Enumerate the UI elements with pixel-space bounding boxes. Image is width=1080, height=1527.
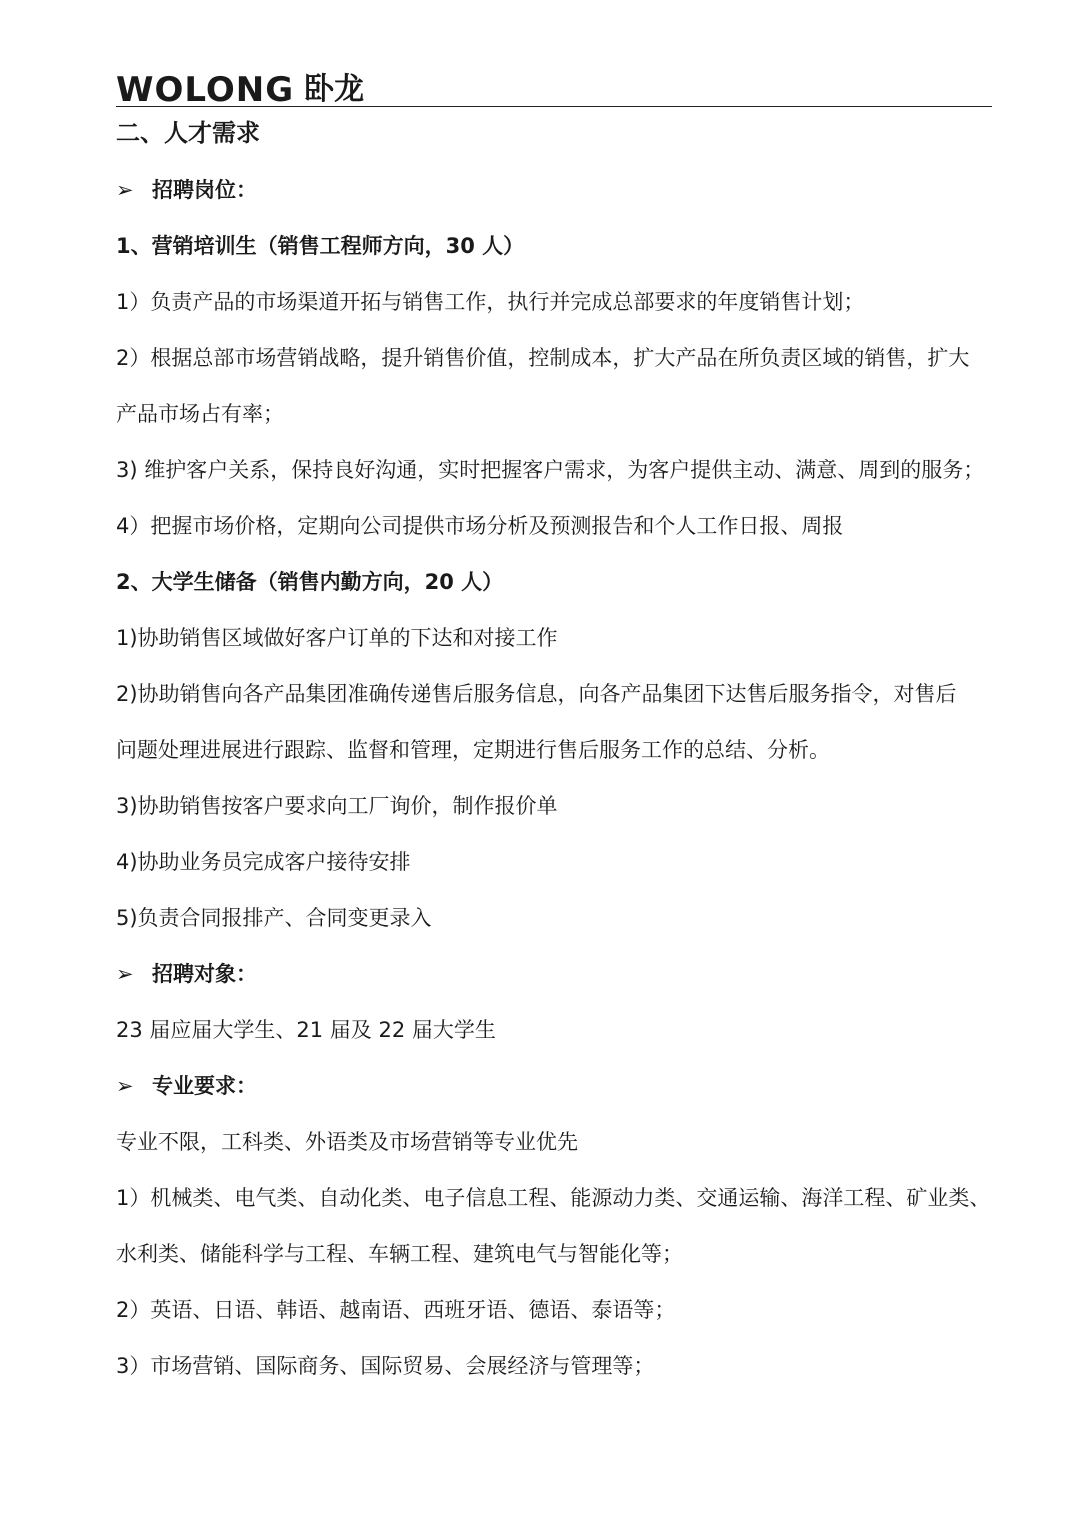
page-header	[116, 72, 992, 108]
arrow-bullet-icon: ➢	[116, 178, 134, 202]
position-duty: 1）负责产品的市场渠道开拓与销售工作，执行并完成总部要求的年度销售计划；	[116, 290, 865, 314]
recruit-targets-text: 23 届应届大学生、21 届及 22 届大学生	[116, 1018, 496, 1042]
logo-text-en: WOLONG	[116, 70, 295, 110]
position-duty: 2)协助销售向各产品集团准确传递售后服务信息，向各产品集团下达售后服务指令，对售后	[116, 682, 957, 706]
position-title: 2、大学生储备（销售内勤方向，20 人）	[116, 570, 504, 594]
recruit-positions-heading	[116, 162, 992, 218]
major-requirement-line: 水利类、储能科学与工程、车辆工程、建筑电气与智能化等；	[116, 1242, 683, 1266]
heading-label: 招聘岗位：	[152, 178, 257, 202]
position-duty: 3)协助销售按客户要求向工厂询价，制作报价单	[116, 794, 558, 818]
position-duty: 4）把握市场价格，定期向公司提供市场分析及预测报告和个人工作日报、周报	[116, 514, 844, 538]
logo-text-cn: 卧龙	[304, 72, 365, 107]
major-requirements-heading	[116, 1058, 992, 1114]
recruit-targets-heading	[116, 946, 992, 1002]
section-title: 二、人才需求	[116, 119, 260, 147]
major-requirement-line: 2）英语、日语、韩语、越南语、西班牙语、德语、泰语等；	[116, 1298, 676, 1322]
wolong-logo	[116, 72, 364, 108]
position-duty: 产品市场占有率；	[116, 402, 284, 426]
major-requirement-line: 1）机械类、电气类、自动化类、电子信息工程、能源动力类、交通运输、海洋工程、矿业类、	[116, 1186, 991, 1210]
heading-label: 招聘对象：	[152, 962, 257, 986]
position-duty: 1)协助销售区域做好客户订单的下达和对接工作	[116, 626, 558, 650]
document-body	[116, 104, 992, 1394]
arrow-bullet-icon: ➢	[116, 1074, 134, 1098]
heading-label: 专业要求：	[152, 1074, 257, 1098]
position-duty: 2）根据总部市场营销战略，提升销售价值，控制成本，扩大产品在所负责区域的销售，扩大	[116, 346, 970, 370]
position-duty: 5)负责合同报排产、合同变更录入	[116, 906, 432, 930]
position-duty: 问题处理进展进行跟踪、监督和管理，定期进行售后服务工作的总结、分析。	[116, 738, 830, 762]
major-requirement-line: 3）市场营销、国际商务、国际贸易、会展经济与管理等；	[116, 1354, 655, 1378]
arrow-bullet-icon: ➢	[116, 962, 134, 986]
position-duty: 4)协助业务员完成客户接待安排	[116, 850, 411, 874]
position-title: 1、营销培训生（销售工程师方向，30 人）	[116, 234, 525, 258]
major-requirement-line: 专业不限，工科类、外语类及市场营销等专业优先	[116, 1130, 578, 1154]
position-duty: 3) 维护客户关系，保持良好沟通，实时把握客户需求，为客户提供主动、满意、周到的服务；	[116, 458, 985, 482]
